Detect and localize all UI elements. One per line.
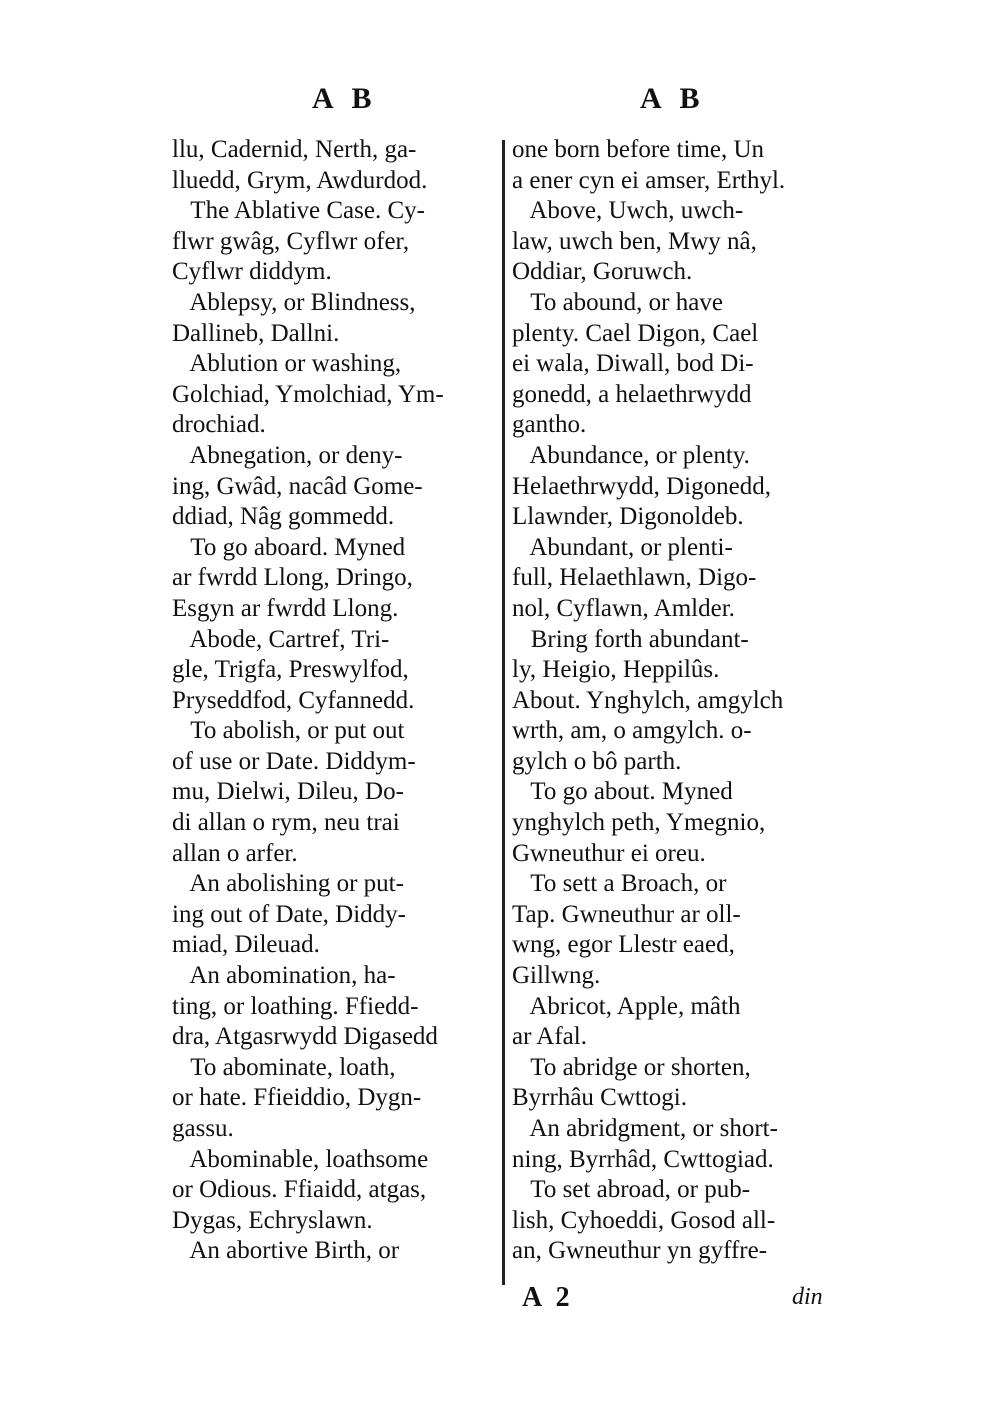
text-line: Esgyn ar fwrdd Llong. <box>172 594 399 622</box>
text-line: ing, Gwâd, nacâd Gome- <box>172 472 423 500</box>
text-line: nol, Cyflawn, Amlder. <box>512 594 735 622</box>
text-line: or hate. Ffieiddio, Dygn- <box>172 1084 422 1112</box>
text-line: Pryseddfod, Cyfannedd. <box>172 686 415 714</box>
text-line: Bring forth abundant- <box>512 625 749 653</box>
signature-mark: A 2 <box>522 1282 574 1313</box>
text-line: lluedd, Grym, Awdurdod. <box>172 166 428 194</box>
right-column <box>512 135 842 1267</box>
text-line: gonedd, a helaethrwydd <box>512 380 752 408</box>
text-line: Above, Uwch, uwch- <box>512 197 744 225</box>
text-line: To abound, or have <box>512 288 723 316</box>
text-line: di allan o rym, neu trai <box>172 809 400 837</box>
text-line: The Ablative Case. Cy- <box>172 197 425 225</box>
text-line: Ablution or washing, <box>172 350 402 378</box>
text-line: Golchiad, Ymolchiad, Ym- <box>172 380 444 408</box>
text-line: Llawnder, Digonoldeb. <box>512 503 744 531</box>
text-line: An abortive Birth, or <box>172 1237 400 1265</box>
text-line: To set abroad, or pub- <box>512 1176 751 1204</box>
text-line: Abominable, loathsome <box>172 1145 429 1173</box>
text-line: miad, Dileuad. <box>172 931 320 959</box>
text-line: Dygas, Echryslawn. <box>172 1206 373 1234</box>
text-line: gle, Trigfa, Preswylfod, <box>172 656 409 684</box>
text-line: An abolishing or put- <box>172 870 404 898</box>
text-line: To go about. Myned <box>512 778 733 806</box>
text-line: Tap. Gwneuthur ar oll- <box>512 900 741 928</box>
text-line: Dallineb, Dallni. <box>172 319 340 347</box>
text-line: mu, Dielwi, Dileu, Do- <box>172 778 404 806</box>
text-line: ddiad, Nâg gommedd. <box>172 503 395 531</box>
text-line: Abode, Cartref, Tri- <box>172 625 390 653</box>
text-line: a ener cyn ei amser, Erthyl. <box>512 166 786 194</box>
text-line: ar Afal. <box>512 1023 587 1051</box>
text-line: drochiad. <box>172 411 266 439</box>
text-line: About. Ynghylch, amgylch <box>512 686 784 714</box>
text-line: ei wala, Diwall, bod Di- <box>512 350 754 378</box>
text-line: one born before time, Un <box>512 136 765 163</box>
text-line: of use or Date. Diddym- <box>172 747 416 775</box>
text-line: An abridgment, or short- <box>512 1115 778 1142</box>
catchword: din <box>792 1284 823 1310</box>
text-line: flwr gwâg, Cyflwr ofer, <box>172 227 410 255</box>
text-line: gylch o bô parth. <box>512 747 682 775</box>
text-line: wng, egor Llestr eaed, <box>512 931 735 959</box>
text-line: gassu. <box>172 1115 234 1142</box>
text-line: To abominate, loath, <box>172 1053 396 1081</box>
text-line: llu, Cadernid, Nerth, ga- <box>172 136 417 163</box>
text-line: Abundant, or plenti- <box>512 533 733 561</box>
text-line: dra, Atgasrwydd Digasedd <box>172 1023 438 1051</box>
text-line: ar fwrdd Llong, Dringo, <box>172 564 413 592</box>
text-line: ing out of Date, Diddy- <box>172 900 406 928</box>
text-line: Cyflwr diddym. <box>172 258 332 286</box>
text-line: Abricot, Apple, mâth <box>512 992 741 1020</box>
text-line: An abomination, ha- <box>172 962 396 990</box>
text-line: Oddiar, Goruwch. <box>512 258 693 286</box>
text-line: plenty. Cael Digon, Cael <box>512 319 759 347</box>
right-running-header: A B <box>640 82 706 115</box>
text-line: Abnegation, or deny- <box>172 441 403 469</box>
text-line: gantho. <box>512 411 587 439</box>
text-line: Helaethrwydd, Digonedd, <box>512 472 771 500</box>
left-column <box>172 135 498 1267</box>
text-line: To go aboard. Myned <box>172 533 406 561</box>
text-line: Ablepsy, or Blindness, <box>172 288 416 316</box>
text-line: law, uwch ben, Mwy nâ, <box>512 227 757 255</box>
text-line: Abundance, or plenty. <box>512 441 750 469</box>
text-line: an, Gwneuthur yn gyffre- <box>512 1237 768 1265</box>
text-line: To abolish, or put out <box>172 717 405 745</box>
text-line: lish, Cyhoeddi, Gosod all- <box>512 1206 776 1234</box>
text-line: Byrrhâu Cwttogi. <box>512 1084 687 1112</box>
text-line: To abridge or shorten, <box>512 1053 751 1081</box>
text-line: ning, Byrrhâd, Cwttogiad. <box>512 1145 774 1173</box>
text-line: To sett a Broach, or <box>512 870 727 898</box>
text-line: wrth, am, o amgylch. o- <box>512 717 752 745</box>
text-line: Gillwng. <box>512 962 601 990</box>
text-line: Gwneuthur ei oreu. <box>512 839 706 867</box>
text-line: or Odious. Ffiaidd, atgas, <box>172 1176 427 1204</box>
column-divider <box>502 140 505 1285</box>
text-line: ting, or loathing. Ffiedd- <box>172 992 419 1020</box>
left-running-header: A B <box>312 82 378 115</box>
text-line: allan o arfer. <box>172 839 298 867</box>
text-line: ly, Heigio, Heppilûs. <box>512 656 720 684</box>
text-line: ynghylch peth, Ymegnio, <box>512 809 766 837</box>
text-line: full, Helaethlawn, Digo- <box>512 564 757 592</box>
